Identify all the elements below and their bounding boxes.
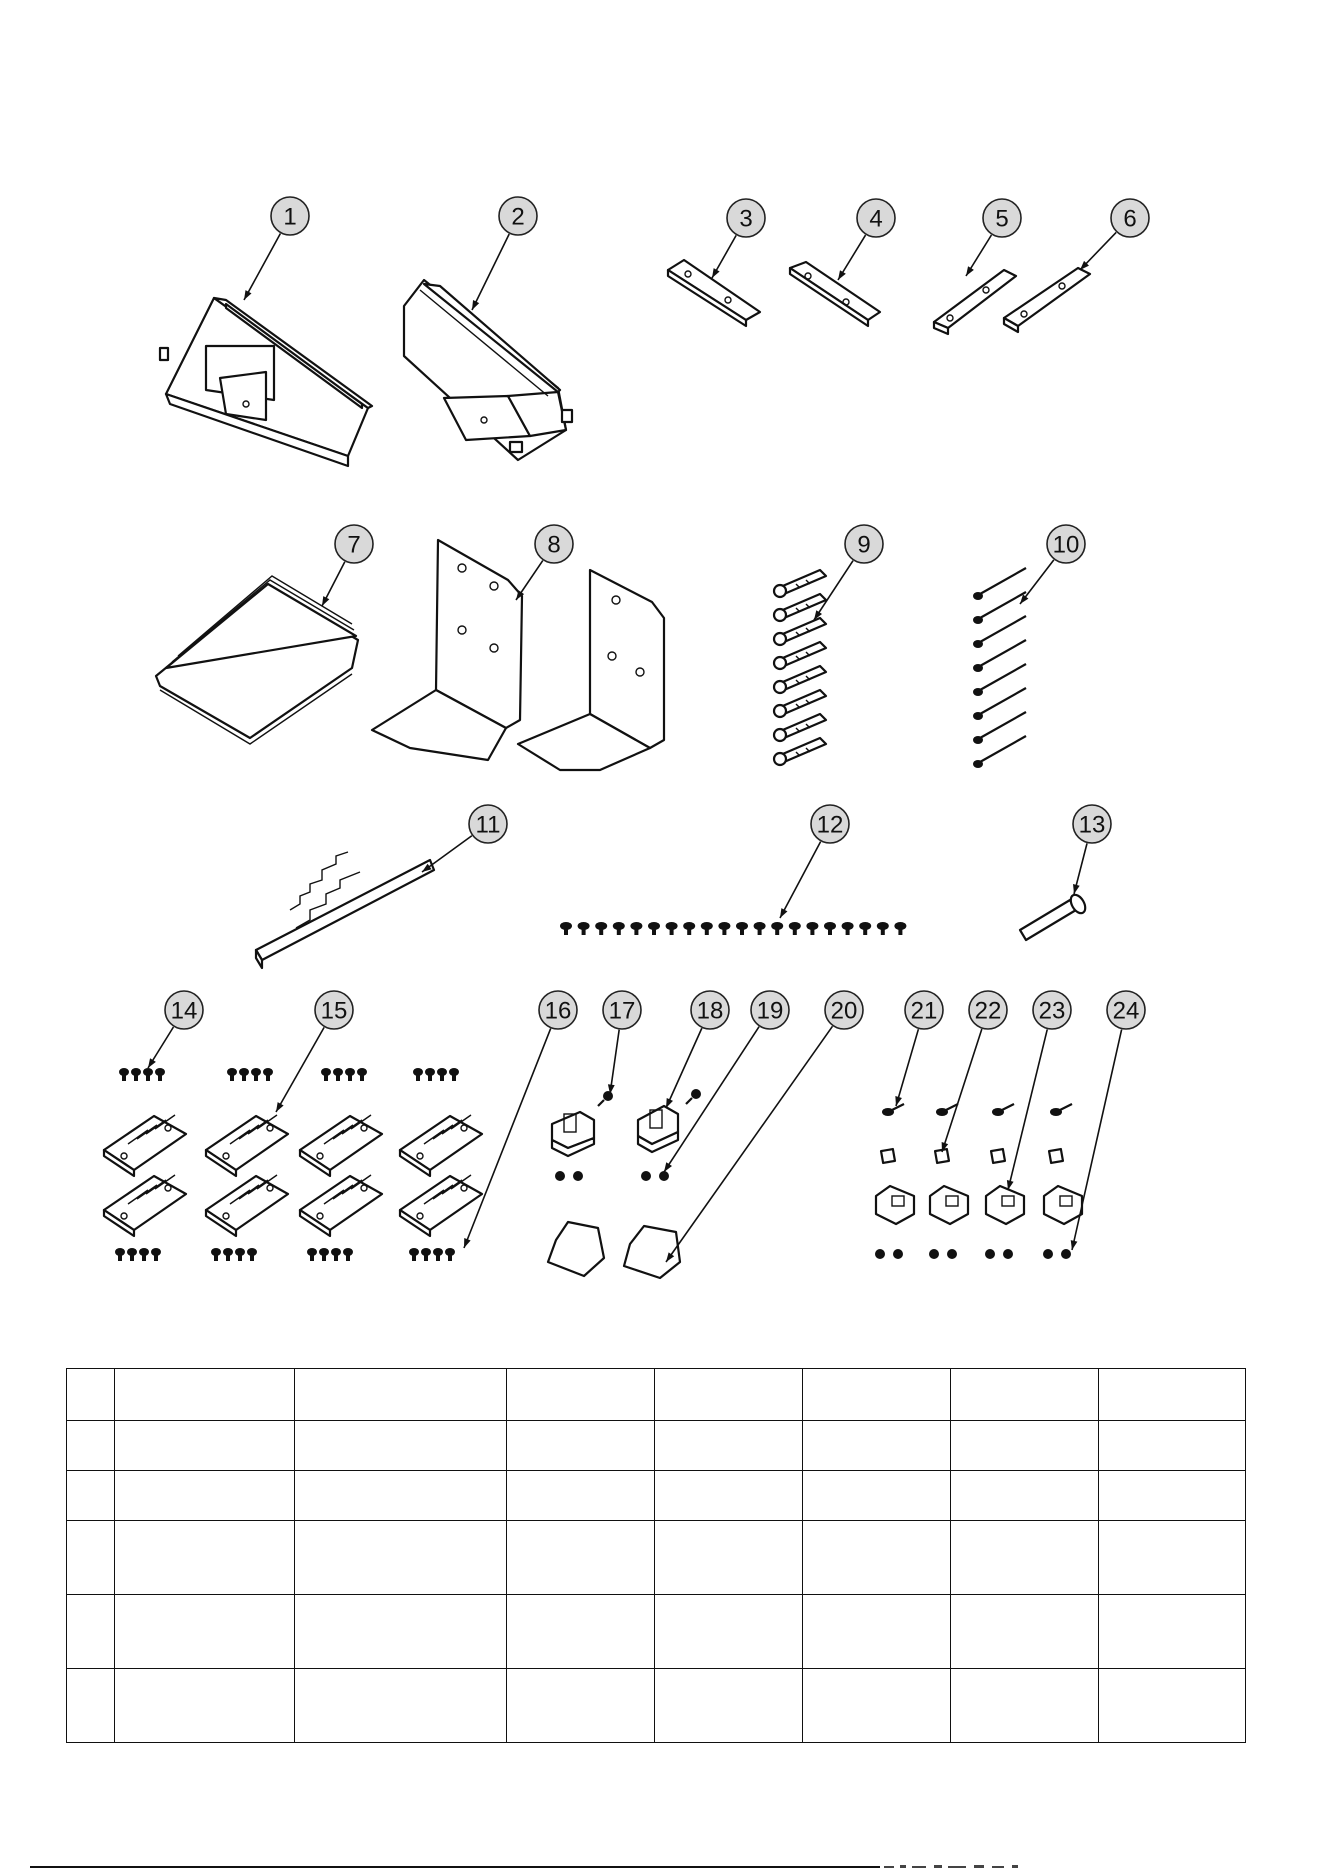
callout-24: [1107, 991, 1145, 1029]
leader-line-12: [780, 842, 821, 918]
small-screw: [595, 922, 607, 935]
table-cell: [1099, 1369, 1246, 1421]
small-screw: [343, 1248, 353, 1261]
callout-number: 19: [756, 997, 784, 1025]
table-cell: [295, 1421, 507, 1471]
callout-number: 7: [347, 531, 361, 559]
table-cell: [507, 1369, 655, 1421]
callout-22: [969, 991, 1007, 1029]
small-screw: [119, 1068, 129, 1081]
table-cell: [1099, 1595, 1246, 1669]
table-cell: [655, 1669, 803, 1743]
table-cell: [507, 1595, 655, 1669]
table-cell: [1099, 1669, 1246, 1743]
callout-number: 12: [816, 811, 844, 839]
small-screw: [155, 1068, 165, 1081]
table-row: [67, 1369, 1246, 1421]
arrowhead: [472, 300, 479, 310]
part-4-bracket: [790, 262, 880, 326]
callout-12: [811, 805, 849, 843]
callout-number: 21: [910, 997, 938, 1025]
table-cell: [1099, 1471, 1246, 1521]
parts-21-24-clips: [875, 1104, 1082, 1259]
small-screw: [409, 1248, 419, 1261]
callout-16: [539, 991, 577, 1029]
table-cell: [803, 1669, 951, 1743]
small-screw: [251, 1068, 261, 1081]
small-screw: [806, 922, 818, 935]
callout-3: [727, 199, 765, 237]
callout-number: 2: [511, 203, 525, 231]
leader-line-22: [942, 1029, 982, 1152]
footer-rule: [30, 1866, 880, 1868]
hinge-plate: [300, 1115, 382, 1176]
leader-line-21: [896, 1029, 918, 1106]
small-screw: [127, 1248, 137, 1261]
callout-number: 9: [857, 531, 871, 559]
small-screw: [437, 1068, 447, 1081]
small-screw: [143, 1068, 153, 1081]
callout-23: [1033, 991, 1071, 1029]
callout-19: [751, 991, 789, 1029]
small-screw: [357, 1068, 367, 1081]
table-row: [67, 1421, 1246, 1471]
callout-number: 17: [608, 997, 636, 1025]
small-screw: [321, 1068, 331, 1081]
table-cell: [951, 1421, 1099, 1471]
small-screw: [235, 1248, 245, 1261]
part-16-screw-rows-bottom: [115, 1248, 455, 1261]
small-screw: [263, 1068, 273, 1081]
leader-line-23: [1008, 1029, 1047, 1190]
anchor: [774, 570, 826, 597]
small-screw: [247, 1248, 257, 1261]
arrowhead: [276, 1102, 284, 1112]
table-cell: [951, 1521, 1099, 1595]
leader-line-20: [666, 1026, 832, 1262]
small-screw: [445, 1248, 455, 1261]
part-17-bracket: [552, 1091, 613, 1156]
clip-set: [985, 1104, 1024, 1259]
table-cell: [655, 1369, 803, 1421]
small-screw: [842, 922, 854, 935]
callout-13: [1073, 805, 1111, 843]
table-cell: [507, 1521, 655, 1595]
table-cell: [951, 1669, 1099, 1743]
small-screw: [648, 922, 660, 935]
table-cell: [295, 1471, 507, 1521]
arrowhead: [780, 908, 787, 918]
table-cell: [67, 1369, 115, 1421]
part-8-l-bracket-a: [372, 540, 522, 760]
table-cell: [115, 1521, 295, 1595]
small-screw: [578, 922, 590, 935]
arrowhead: [464, 1238, 471, 1248]
small-screw: [789, 922, 801, 935]
small-screw: [131, 1068, 141, 1081]
table-cell: [803, 1595, 951, 1669]
table-cell: [655, 1421, 803, 1471]
table-cell: [951, 1471, 1099, 1521]
callout-5: [983, 199, 1021, 237]
small-screw: [319, 1248, 329, 1261]
small-screw: [877, 922, 889, 935]
callout-8: [535, 525, 573, 563]
table-cell: [67, 1521, 115, 1595]
leader-line-1: [244, 234, 280, 300]
small-screw: [754, 922, 766, 935]
callout-21: [905, 991, 943, 1029]
callout-number: 10: [1052, 531, 1080, 559]
small-screw: [115, 1248, 125, 1261]
small-screw: [421, 1248, 431, 1261]
part-1-tray: [160, 298, 372, 466]
small-screw: [560, 922, 572, 935]
hinge-plate: [400, 1175, 482, 1236]
part-6-bracket: [1004, 268, 1090, 332]
clip-set: [929, 1104, 968, 1259]
small-screw: [630, 922, 642, 935]
small-screw: [449, 1068, 459, 1081]
small-screw: [227, 1068, 237, 1081]
leader-line-15: [276, 1027, 324, 1112]
callout-7: [335, 525, 373, 563]
arrowhead: [1007, 1180, 1014, 1190]
small-screw: [824, 922, 836, 935]
table-cell: [115, 1669, 295, 1743]
callout-14: [165, 991, 203, 1029]
table-cell: [507, 1669, 655, 1743]
callout-number: 6: [1123, 205, 1137, 233]
callout-20: [825, 991, 863, 1029]
callout-number: 13: [1078, 811, 1106, 839]
small-screw: [718, 922, 730, 935]
part-2-tray: [404, 280, 572, 460]
table-cell: [1099, 1521, 1246, 1595]
anchor: [774, 618, 826, 645]
small-screw: [666, 922, 678, 935]
small-screw: [333, 1068, 343, 1081]
small-screw: [223, 1248, 233, 1261]
small-screw: [683, 922, 695, 935]
callout-number: 18: [696, 997, 724, 1025]
table-cell: [803, 1521, 951, 1595]
callout-number: 16: [544, 997, 572, 1025]
part-13-pin: [1020, 892, 1088, 940]
table-cell: [507, 1471, 655, 1521]
table-row: [67, 1669, 1246, 1743]
small-screw: [736, 922, 748, 935]
table-cell: [507, 1421, 655, 1471]
table-cell: [115, 1471, 295, 1521]
arrowhead: [838, 270, 846, 280]
small-screw: [331, 1248, 341, 1261]
small-screw: [771, 922, 783, 935]
small-screw: [425, 1068, 435, 1081]
small-screw: [413, 1068, 423, 1081]
part-10-screws: [973, 568, 1026, 768]
table-cell: [655, 1521, 803, 1595]
part-14-screw-rows-top: [119, 1068, 459, 1081]
part-8-l-bracket-b: [518, 570, 664, 770]
callout-number: 14: [170, 997, 198, 1025]
hinge-plate: [300, 1175, 382, 1236]
anchor: [774, 690, 826, 717]
callout-9: [845, 525, 883, 563]
table-cell: [67, 1595, 115, 1669]
callout-6: [1111, 199, 1149, 237]
table-cell: [655, 1471, 803, 1521]
hinge-plate: [206, 1175, 288, 1236]
callout-number: 5: [995, 205, 1009, 233]
table-cell: [803, 1421, 951, 1471]
anchor: [774, 714, 826, 741]
arrowhead: [244, 290, 252, 300]
callout-number: 3: [739, 205, 753, 233]
small-screw: [211, 1248, 221, 1261]
part-9-anchors: [774, 570, 826, 765]
leader-line-17: [610, 1030, 619, 1094]
callout-number: 4: [869, 205, 883, 233]
clip-set: [875, 1104, 914, 1259]
callout-number: 15: [320, 997, 348, 1025]
callout-18: [691, 991, 729, 1029]
arrowhead: [666, 1098, 673, 1108]
part-12-screw-row: [560, 922, 906, 935]
part-20-pads: [548, 1222, 680, 1278]
anchor: [774, 666, 826, 693]
callout-number: 22: [974, 997, 1002, 1025]
small-screw: [859, 922, 871, 935]
table-cell: [803, 1471, 951, 1521]
callout-number: 23: [1038, 997, 1066, 1025]
arrowhead: [664, 1162, 672, 1172]
anchor: [774, 642, 826, 669]
table-cell: [803, 1369, 951, 1421]
part-15-hinge-plates: [104, 1115, 482, 1236]
table-row: [67, 1471, 1246, 1521]
table-cell: [115, 1369, 295, 1421]
part-19-screws: [555, 1171, 669, 1181]
arrowhead: [966, 266, 974, 276]
small-screw: [894, 922, 906, 935]
callout-2: [499, 197, 537, 235]
small-screw: [139, 1248, 149, 1261]
anchor: [774, 594, 826, 621]
parts-table: [66, 1368, 1246, 1743]
part-7-pads: [156, 576, 358, 744]
callout-4: [857, 199, 895, 237]
clip-set: [1043, 1104, 1082, 1259]
callout-number: 24: [1112, 997, 1140, 1025]
table-cell: [951, 1369, 1099, 1421]
table-cell: [115, 1595, 295, 1669]
arrowhead: [712, 268, 720, 278]
table-cell: [67, 1669, 115, 1743]
callout-number: 11: [475, 811, 501, 839]
arrowhead: [148, 1058, 156, 1068]
table-cell: [295, 1521, 507, 1595]
small-screw: [613, 922, 625, 935]
hinge-plate: [206, 1115, 288, 1176]
small-screw: [701, 922, 713, 935]
callout-17: [603, 991, 641, 1029]
arrowhead: [1073, 884, 1080, 894]
table-cell: [67, 1471, 115, 1521]
part-11-rail: [256, 852, 434, 968]
table-cell: [67, 1421, 115, 1471]
small-screw: [307, 1248, 317, 1261]
small-screw: [345, 1068, 355, 1081]
small-screw: [239, 1068, 249, 1081]
table-row: [67, 1595, 1246, 1669]
hinge-plate: [104, 1175, 186, 1236]
table-cell: [295, 1369, 507, 1421]
hinge-plate: [400, 1115, 482, 1176]
table-cell: [655, 1595, 803, 1669]
leader-line-2: [472, 234, 509, 310]
callout-number: 8: [547, 531, 561, 559]
long-screw: [973, 568, 1026, 600]
callout-11: [469, 805, 507, 843]
callout-number: 1: [283, 203, 297, 231]
callout-15: [315, 991, 353, 1029]
small-screw: [433, 1248, 443, 1261]
table-cell: [115, 1421, 295, 1471]
arrowhead: [322, 596, 329, 606]
callout-number: 20: [830, 997, 858, 1025]
callout-10: [1047, 525, 1085, 563]
table-cell: [1099, 1421, 1246, 1471]
table-cell: [295, 1595, 507, 1669]
footer-marks: [882, 1863, 1042, 1871]
small-screw: [151, 1248, 161, 1261]
table-row: [67, 1521, 1246, 1595]
hinge-plate: [104, 1115, 186, 1176]
table-cell: [295, 1669, 507, 1743]
anchor: [774, 738, 826, 765]
leader-line-24: [1072, 1030, 1122, 1250]
table-cell: [951, 1595, 1099, 1669]
callout-1: [271, 197, 309, 235]
